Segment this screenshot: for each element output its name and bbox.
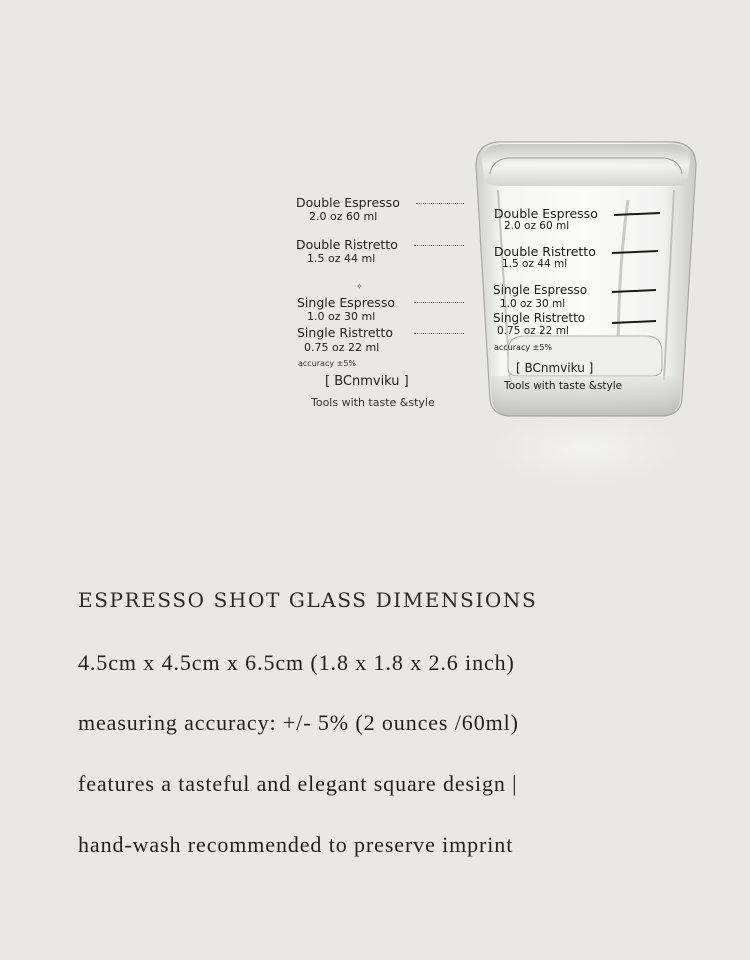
- glass-label-single-ristretto: Single Ristretto: [493, 311, 586, 325]
- legend-brand: [ BCnmviku ]: [325, 374, 409, 389]
- specs-title: ESPRESSO SHOT GLASS DIMENSIONS: [78, 588, 538, 612]
- shot-glass: [468, 130, 704, 490]
- leader-line: [414, 333, 464, 334]
- leader-line: [416, 203, 464, 204]
- spec-care: hand-wash recommended to preserve imprint: [78, 832, 514, 857]
- legend-amount-single-espresso: 1.0 oz 30 ml: [307, 310, 376, 323]
- spec-dimensions: 4.5cm x 4.5cm x 6.5cm (1.8 x 1.8 x 2.6 inch): [78, 650, 515, 675]
- glass-amount-single-ristretto: 0.75 oz 22 ml: [497, 325, 569, 337]
- glass-brand: [ BCnmviku ]: [516, 361, 594, 375]
- spec-design: features a tasteful and elegant square design |: [78, 771, 518, 796]
- spec-accuracy: measuring accuracy: +/- 5% (2 ounces /60ml): [78, 710, 519, 735]
- legend-label-single-espresso: Single Espresso: [297, 295, 395, 310]
- legend-accuracy: accuracy ±5%: [298, 359, 357, 368]
- legend-amount-double-ristretto: 1.5 oz 44 ml: [307, 252, 376, 265]
- legend-label-double-espresso: Double Espresso: [296, 195, 400, 210]
- measurement-legend: [0, 0, 480, 420]
- glass-amount-double-espresso: 2.0 oz 60 ml: [504, 220, 570, 232]
- legend-amount-double-espresso: 2.0 oz 60 ml: [309, 210, 378, 223]
- leader-line: [414, 302, 464, 303]
- legend-amount-single-ristretto: 0.75 oz 22 ml: [304, 341, 380, 354]
- glass-tagline: Tools with taste &style: [504, 380, 623, 392]
- shot-glass-shape: [468, 130, 704, 490]
- legend-label-single-ristretto: Single Ristretto: [297, 325, 393, 340]
- legend-tagline: Tools with taste &style: [311, 396, 435, 409]
- glass-label-double-ristretto: Double Ristretto: [494, 244, 596, 259]
- legend-label-double-ristretto: Double Ristretto: [296, 237, 398, 252]
- glass-label-single-espresso: Single Espresso: [493, 283, 588, 297]
- leader-line: [414, 245, 464, 246]
- glass-amount-single-espresso: 1.0 oz 30 ml: [500, 298, 566, 310]
- glass-amount-double-ristretto: 1.5 oz 44 ml: [502, 258, 568, 270]
- glass-label-double-espresso: Double Espresso: [494, 206, 598, 221]
- glass-accuracy: accuracy ±5%: [494, 343, 553, 352]
- sparkle-icon: ✧: [356, 282, 363, 291]
